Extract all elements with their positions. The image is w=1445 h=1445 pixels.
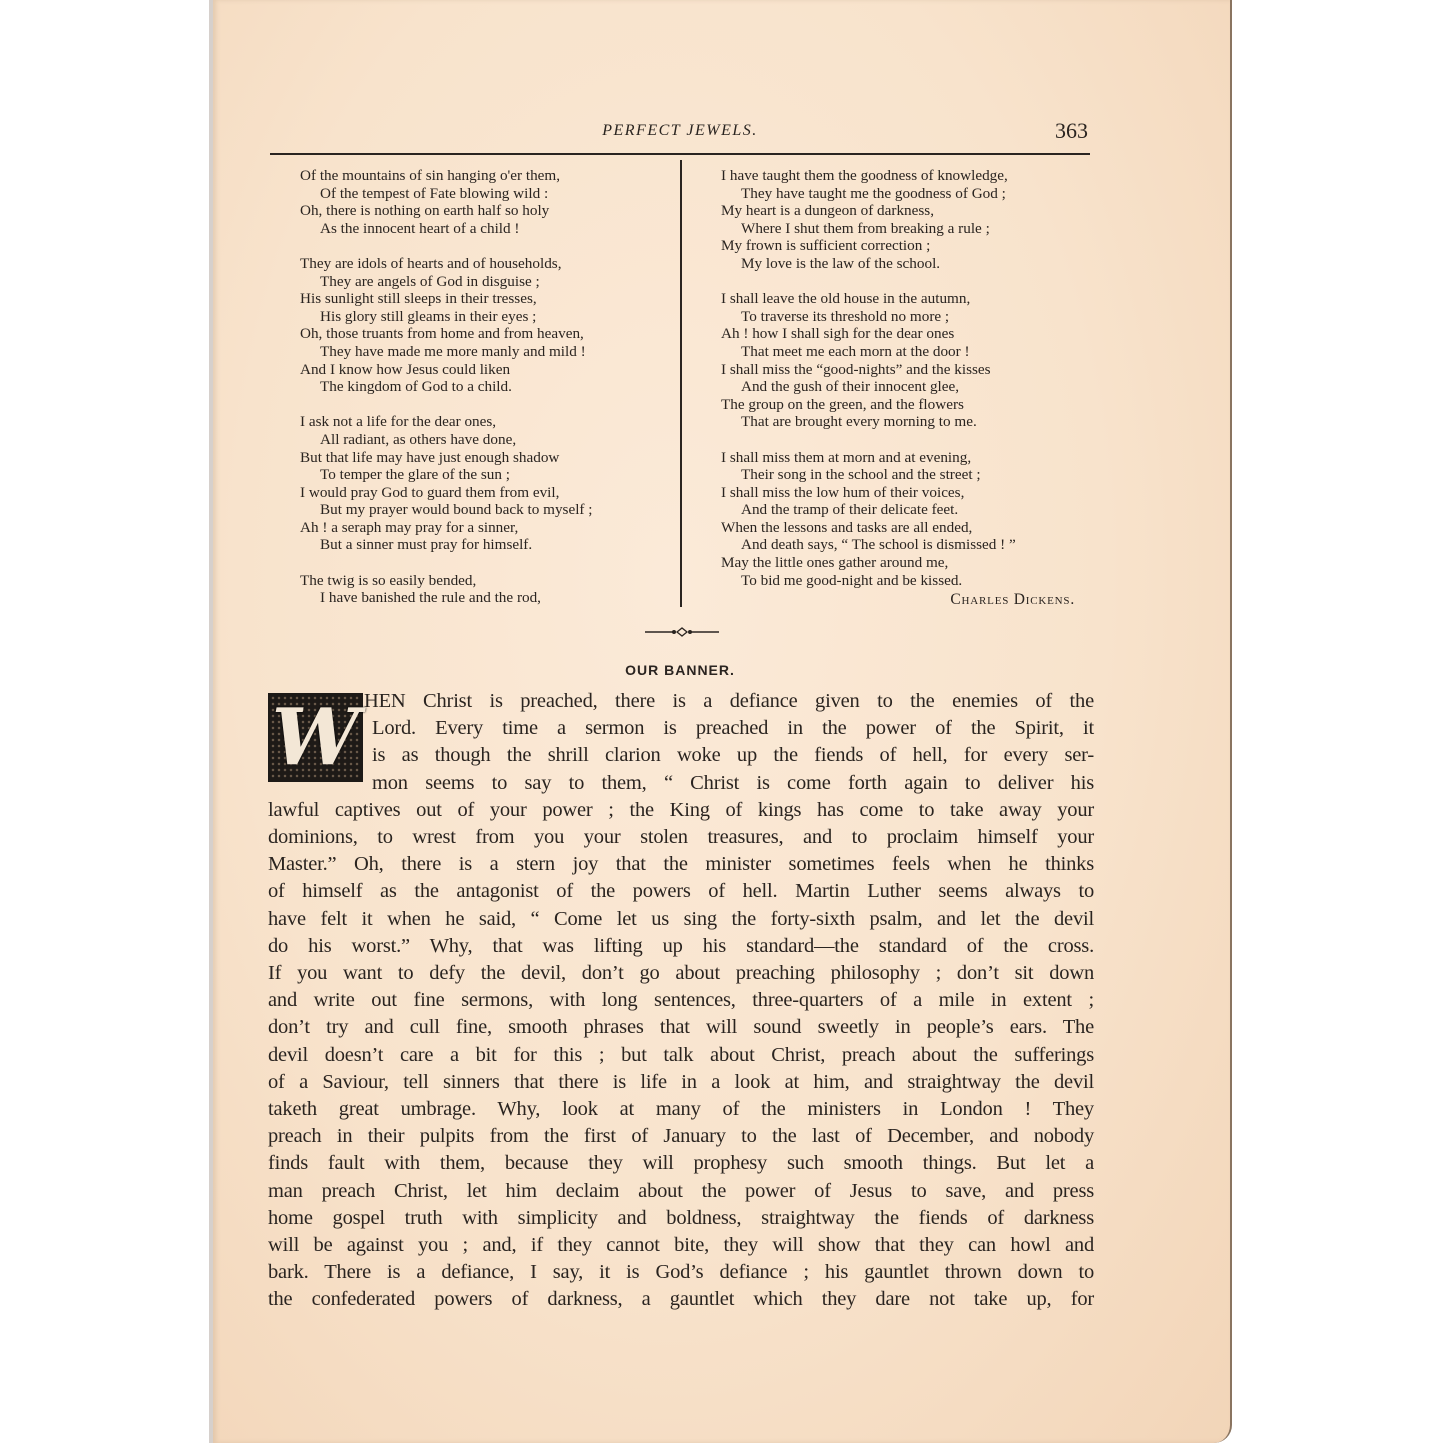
poem-line: They are idols of hearts and of households, — [300, 254, 562, 272]
poem-line: I have banished the rule and the rod, — [320, 589, 541, 607]
poem-line: That are brought every morning to me. — [741, 413, 977, 431]
poem-line: To bid me good-night and be kissed. — [741, 571, 963, 589]
poem-line: Of the tempest of Fate blowing wild : — [320, 184, 549, 202]
poem-line: And death says, “ The school is dismissed ! ” — [741, 536, 1016, 554]
poem-line: The kingdom of God to a child. — [320, 378, 512, 396]
article-line: dominions, to wrest from you your stolen treasures, and to proclaim himself your — [268, 826, 1094, 849]
poem-line: Their song in the school and the street ; — [741, 466, 981, 484]
poem-line: And I know how Jesus could liken — [300, 360, 511, 378]
poem-line: My heart is a dungeon of darkness, — [721, 202, 934, 220]
poem-line: That meet me each morn at the door ! — [741, 342, 970, 360]
poem-line: And the gush of their innocent glee, — [741, 378, 960, 396]
poem-line: My love is the law of the school. — [741, 254, 941, 272]
poem-line: They have taught me the goodness of God ; — [741, 184, 1006, 202]
article-line: If you want to defy the devil, don’t go about preaching philosophy ; don’t sit down — [268, 962, 1094, 985]
poem-line: They have made me more manly and mild ! — [320, 342, 586, 360]
poem-line: Where I shut them from breaking a rule ; — [741, 219, 990, 237]
header-rule — [270, 153, 1090, 155]
article-line: will be against you ; and, if they cannot bite, they will show that they can howl and — [268, 1234, 1094, 1257]
poem-line: I shall miss them at morn and at evening, — [721, 448, 972, 466]
poem-line: I ask not a life for the dear ones, — [300, 413, 497, 431]
poem-line: May the little ones gather around me, — [721, 554, 949, 572]
article-title: OUR BANNER. — [625, 662, 735, 678]
poem-stanza — [300, 167, 675, 237]
article-line: lawful captives out of your power ; the King of kings has come to take away your — [268, 798, 1094, 821]
poem-line: Ah ! how I shall sigh for the dear ones — [721, 325, 955, 343]
article-line: of himself as the antagonist of the powers of hell. Martin Luther seems always to — [268, 880, 1094, 903]
poem-line: I have taught them the goodness of knowledge, — [721, 167, 1008, 184]
poem-left-column — [300, 167, 675, 624]
poem-line: Ah ! a seraph may pray for a sinner, — [300, 518, 519, 536]
article-line: devil doesn’t care a bit for this ; but talk about Christ, preach about the sufferings — [268, 1043, 1094, 1066]
article-line: of a Saviour, tell sinners that there is life in a look at him, and straightway the devil — [268, 1070, 1094, 1093]
poem-stanza — [721, 167, 1091, 273]
drop-cap-letter: W — [271, 691, 360, 783]
poem-line: His sunlight still sleeps in their tresses, — [300, 290, 537, 308]
poem-line: But my prayer would bound back to myself ; — [320, 501, 593, 519]
poem-line: I shall miss the “good-nights” and the kisses — [721, 360, 991, 378]
poem-line: To temper the glare of the sun ; — [320, 466, 510, 484]
article-line: Master.” Oh, there is a stern joy that the minister sometimes feels when he thinks — [268, 853, 1094, 876]
poem-line: All radiant, as others have done, — [320, 430, 517, 448]
poem-line: Oh, those truants from home and from heaven, — [300, 325, 584, 343]
section-divider-ornament-icon — [645, 626, 719, 638]
poem-line: But a sinner must pray for himself. — [320, 536, 533, 554]
poem-line: As the innocent heart of a child ! — [320, 219, 520, 237]
poem-stanza — [300, 413, 675, 554]
poem-line: To traverse its threshold no more ; — [741, 307, 950, 325]
poem-attribution: Charles Dickens. — [950, 591, 1075, 608]
poem-line: Oh, there is nothing on earth half so holy — [300, 202, 550, 220]
running-title: PERFECT JEWELS. — [602, 122, 758, 139]
poem-stanza — [300, 572, 675, 607]
article-line: the confederated powers of darkness, a gauntlet which they dare not take up, for — [268, 1288, 1094, 1311]
article-line: finds fault with them, because they will prophesy such smooth things. But let a — [268, 1152, 1094, 1175]
poem-line: Of the mountains of sin hanging o'er them, — [300, 167, 561, 184]
article-line: HEN Christ is preached, there is a defiance given to the enemies of the — [364, 690, 1094, 712]
poem-line: They are angels of God in disguise ; — [320, 272, 540, 290]
poem-line: And the tramp of their delicate feet. — [741, 501, 959, 519]
poem-stanza — [721, 449, 1091, 590]
poem-line: I shall miss the low hum of their voices, — [721, 483, 965, 501]
poem-line: But that life may have just enough shadow — [300, 448, 560, 466]
article-line: is as though the shrill clarion woke up the fiends of hell, for every ser- — [372, 744, 1094, 767]
article-body — [268, 688, 1094, 1314]
poem-stanza — [300, 255, 675, 396]
article-line: taketh great umbrage. Why, look at many of the ministers in London ! They — [268, 1098, 1094, 1121]
poem-line: His glory still gleams in their eyes ; — [320, 307, 537, 325]
poem-stanza — [721, 290, 1091, 431]
running-head — [270, 120, 1090, 150]
page-number: 363 — [1055, 118, 1088, 143]
poem-right-column — [721, 167, 1091, 607]
article-line: home gospel truth with simplicity and boldness, straightway the fiends of darkness — [268, 1206, 1094, 1229]
poem-line: The twig is so easily bended, — [300, 571, 477, 589]
article-line: don’t try and cull fine, smooth phrases that will sound sweetly in people’s ears. The — [268, 1016, 1094, 1039]
article-line: preach in their pulpits from the first of January to the last of December, and nobody — [268, 1125, 1094, 1148]
poem-line: My frown is sufficient correction ; — [721, 237, 931, 255]
article-line: and write out fine sermons, with long sentences, three-quarters of a mile in extent ; — [268, 989, 1094, 1012]
article-line: do his worst.” Why, that was lifting up his standard—the standard of the cross. — [268, 934, 1094, 957]
article-line: man preach Christ, let him declaim about the power of Jesus to save, and press — [268, 1179, 1094, 1202]
article-line: have felt it when he said, “ Come let us sing the forty-sixth psalm, and let the devil — [268, 907, 1094, 930]
article-line: Lord. Every time a sermon is preached in the power of the Spirit, it — [372, 717, 1094, 740]
column-divider — [680, 160, 682, 607]
article-line: mon seems to say to them, “ Christ is come forth again to deliver his — [372, 771, 1094, 794]
article-line: bark. There is a defiance, I say, it is God’s defiance ; his gauntlet thrown down to — [268, 1261, 1094, 1284]
poem-line: When the lessons and tasks are all ended, — [721, 518, 973, 536]
poem-line: I shall leave the old house in the autumn, — [721, 290, 971, 308]
poem-line: I would pray God to guard them from evil, — [300, 483, 560, 501]
poem-line: The group on the green, and the flowers — [721, 395, 964, 413]
